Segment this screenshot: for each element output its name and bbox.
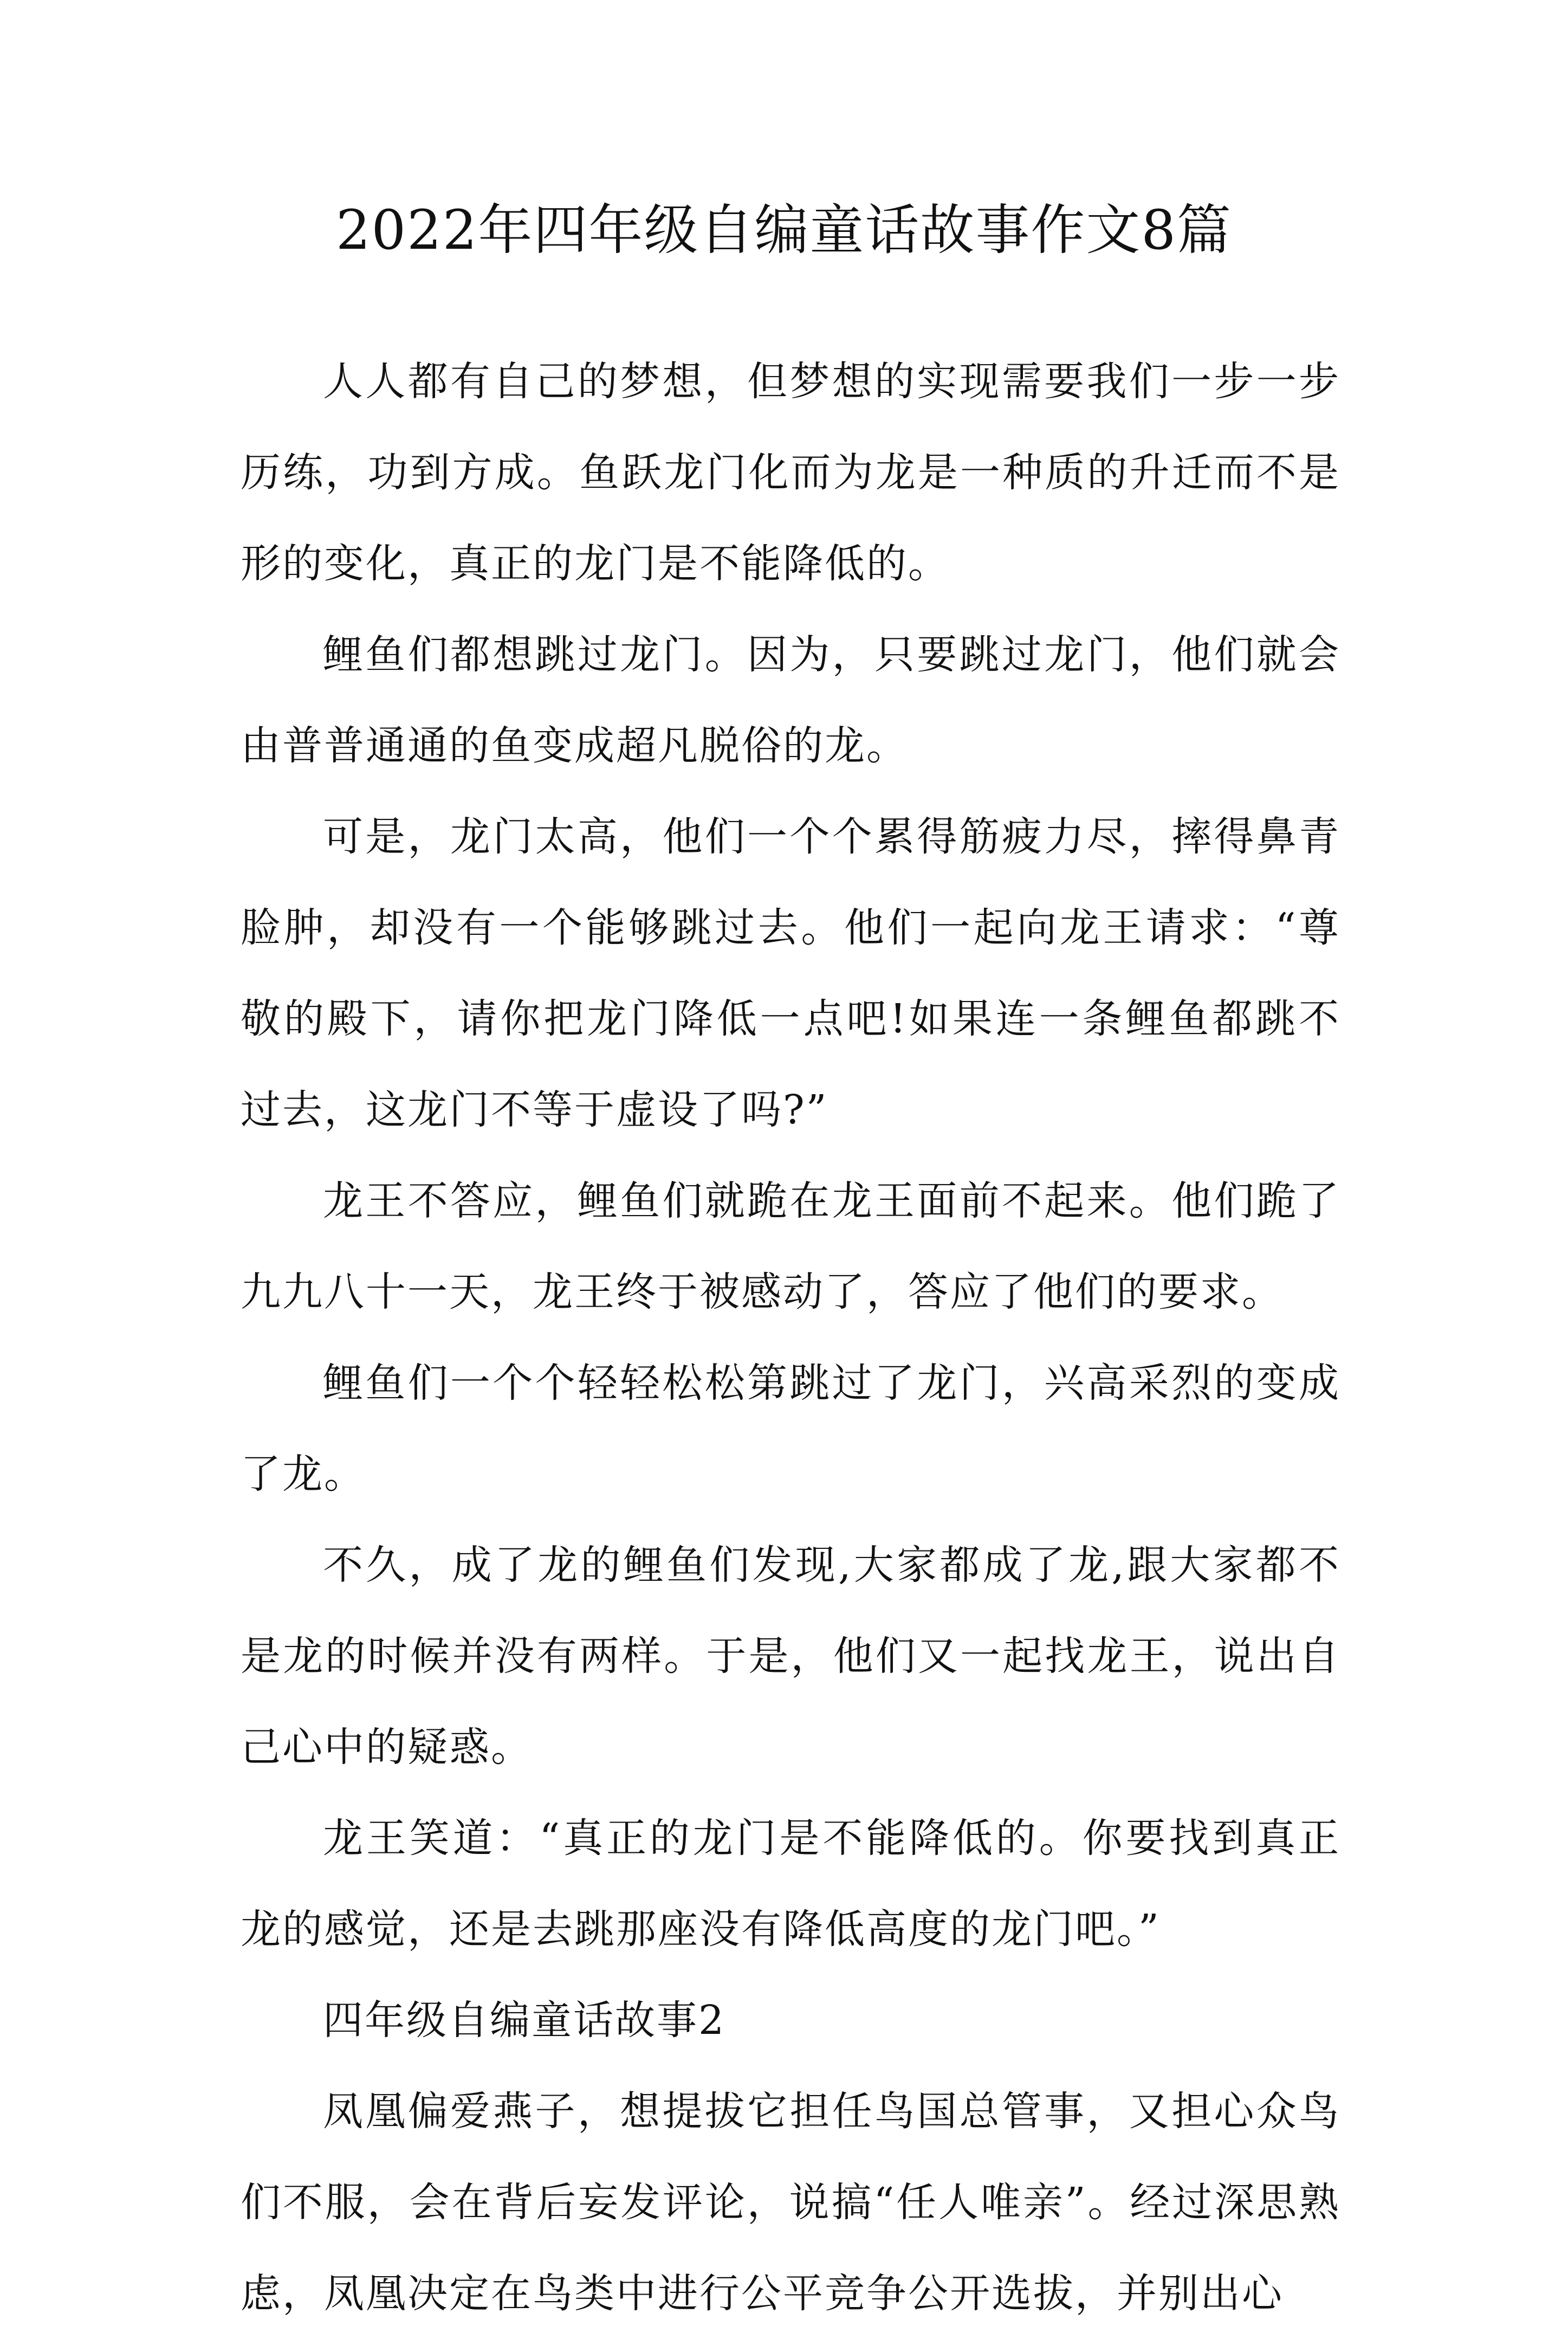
paragraph-6: 不久，成了龙的鲤鱼们发现,大家都成了龙,跟大家都不是龙的时候并没有两样。于是，他们又一起找龙王，说出自己心中的疑惑。 <box>241 1542 1340 1771</box>
document-body <box>241 336 1340 2339</box>
paragraph-1: 人人都有自己的梦想，但梦想的实现需要我们一步一步历练，功到方成。鱼跃龙门化而为龙是一种质的升迁而不是形的变化，真正的龙门是不能降低的。 <box>241 358 1340 587</box>
paragraph-4: 龙王不答应，鲤鱼们就跪在龙王面前不起来。他们跪了九九八十一天，龙王终于被感动了，答应了他们的要求。 <box>241 1178 1340 1315</box>
paragraph-3: 可是，龙门太高，他们一个个累得筋疲力尽，摔得鼻青脸肿，却没有一个能够跳过去。他们一起向龙王请求：“尊敬的殿下，请你把龙门降低一点吧!如果连一条鲤鱼都跳不过去，这龙门不等于虚设了吗?” <box>241 813 1340 1133</box>
document-title: 2022年四年级自编童话故事作文8篇 <box>335 198 1233 262</box>
paragraph-2: 鲤鱼们都想跳过龙门。因为，只要跳过龙门，他们就会由普普通通的鱼变成超凡脱俗的龙。 <box>241 631 1340 769</box>
section-heading-story-2: 四年级自编童话故事2 <box>323 1997 726 2044</box>
paragraph-5: 鲤鱼们一个个轻轻松松第跳过了龙门，兴高采烈的变成了龙。 <box>241 1360 1340 1497</box>
paragraph-7: 龙王笑道：“真正的龙门是不能降低的。你要找到真正龙的感觉，还是去跳那座没有降低高度的龙门吧。” <box>241 1815 1340 1953</box>
paragraph-8: 凤凰偏爱燕子，想提拔它担任鸟国总管事，又担心众鸟们不服，会在背后妄发评论，说搞“任人唯亲”。经过深思熟虑，凤凰决定在鸟类中进行公平竞争公开选拔，并别出心 <box>241 2088 1340 2317</box>
